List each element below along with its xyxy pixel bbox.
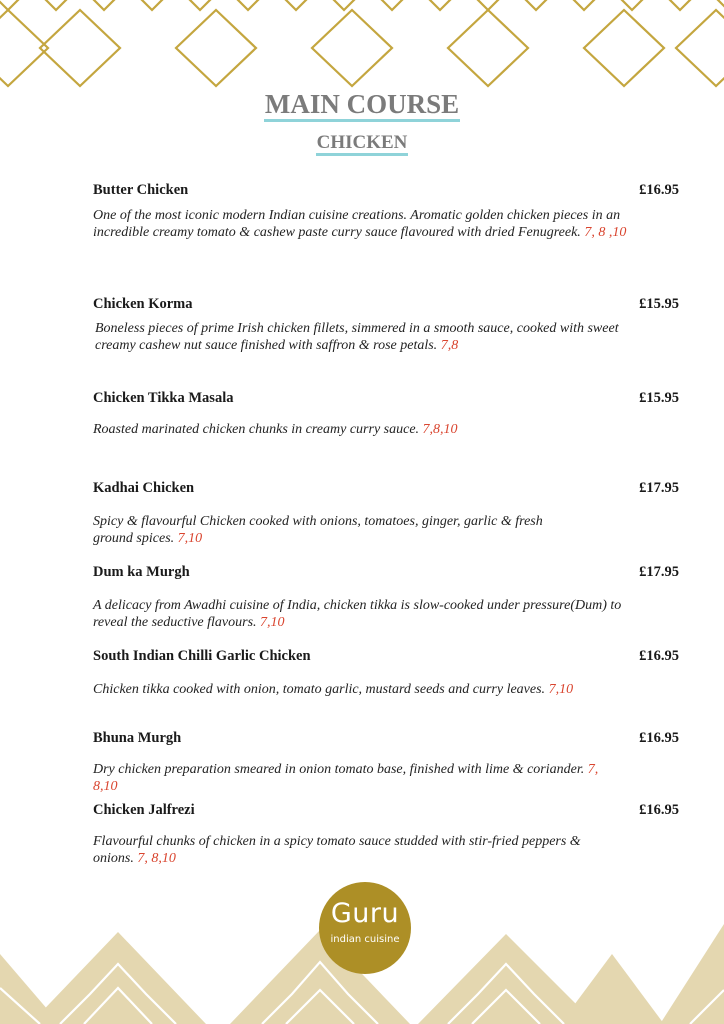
logo-tagline: indian cuisine — [330, 934, 400, 945]
item-price: £15.95 — [639, 390, 679, 406]
allergen-codes: 7,8 — [440, 338, 459, 353]
logo-name: Guru — [330, 898, 400, 929]
item-price: £17.95 — [639, 564, 679, 580]
item-name: Chicken Korma — [93, 296, 193, 312]
allergen-codes: 7,10 — [548, 682, 574, 697]
item-price: £16.95 — [639, 648, 679, 664]
section-subtitle: CHICKEN — [0, 132, 724, 154]
allergen-codes: 7,8,10 — [422, 422, 458, 437]
guru-logo — [319, 882, 411, 974]
item-price: £17.95 — [639, 480, 679, 496]
item-description: Spicy & flavourful Chicken cooked with onions, tomatoes, ginger, garlic & fresh ground spices. 7,10 — [93, 514, 543, 546]
item-description: Roasted marinated chicken chunks in creamy curry sauce. 7,8,10 — [93, 422, 458, 437]
item-name: Chicken Tikka Masala — [93, 390, 234, 406]
item-description: Boneless pieces of prime Irish chicken fillets, simmered in a smooth sauce, cooked with sweet creamy cashew nut sauce finished with saffron & rose petals. 7,8 — [95, 321, 619, 353]
item-price: £16.95 — [639, 182, 679, 198]
allergen-codes: 7, 8 ,10 — [584, 225, 627, 240]
allergen-codes: 7,10 — [177, 531, 203, 546]
item-name: Chicken Jalfrezi — [93, 802, 195, 818]
item-name: Bhuna Murgh — [93, 730, 182, 746]
page-title: MAIN COURSE — [0, 89, 724, 120]
allergen-codes: 7, 8,10 — [137, 851, 176, 866]
item-description: A delicacy from Awadhi cuisine of India, chicken tikka is slow-cooked under pressure(Dum) to reveal the seductive flavours. 7,10 — [93, 598, 622, 630]
item-name: Butter Chicken — [93, 182, 189, 198]
item-description: Dry chicken preparation smeared in onion tomato base, finished with lime & coriander. 7, 8,10 — [93, 762, 599, 794]
item-price: £15.95 — [639, 296, 679, 312]
top-diamond-pattern — [0, 0, 724, 90]
item-name: Dum ka Murgh — [93, 564, 190, 580]
item-description: One of the most iconic modern Indian cuisine creations. Aromatic golden chicken pieces in an incredible creamy tomato & cashew paste curry sauce flavoured with dried Fenugreek. 7, 8 ,10 — [93, 208, 627, 240]
item-name: Kadhai Chicken — [93, 480, 195, 496]
item-name: South Indian Chilli Garlic Chicken — [93, 648, 311, 664]
item-description: Flavourful chunks of chicken in a spicy tomato sauce studded with stir-fried peppers & onions. 7, 8,10 — [93, 834, 581, 866]
item-price: £16.95 — [639, 730, 679, 746]
item-price: £16.95 — [639, 802, 679, 818]
item-description: Chicken tikka cooked with onion, tomato garlic, mustard seeds and curry leaves. 7,10 — [93, 682, 574, 697]
allergen-codes: 7, 8,10 — [93, 762, 599, 794]
allergen-codes: 7,10 — [260, 615, 285, 630]
